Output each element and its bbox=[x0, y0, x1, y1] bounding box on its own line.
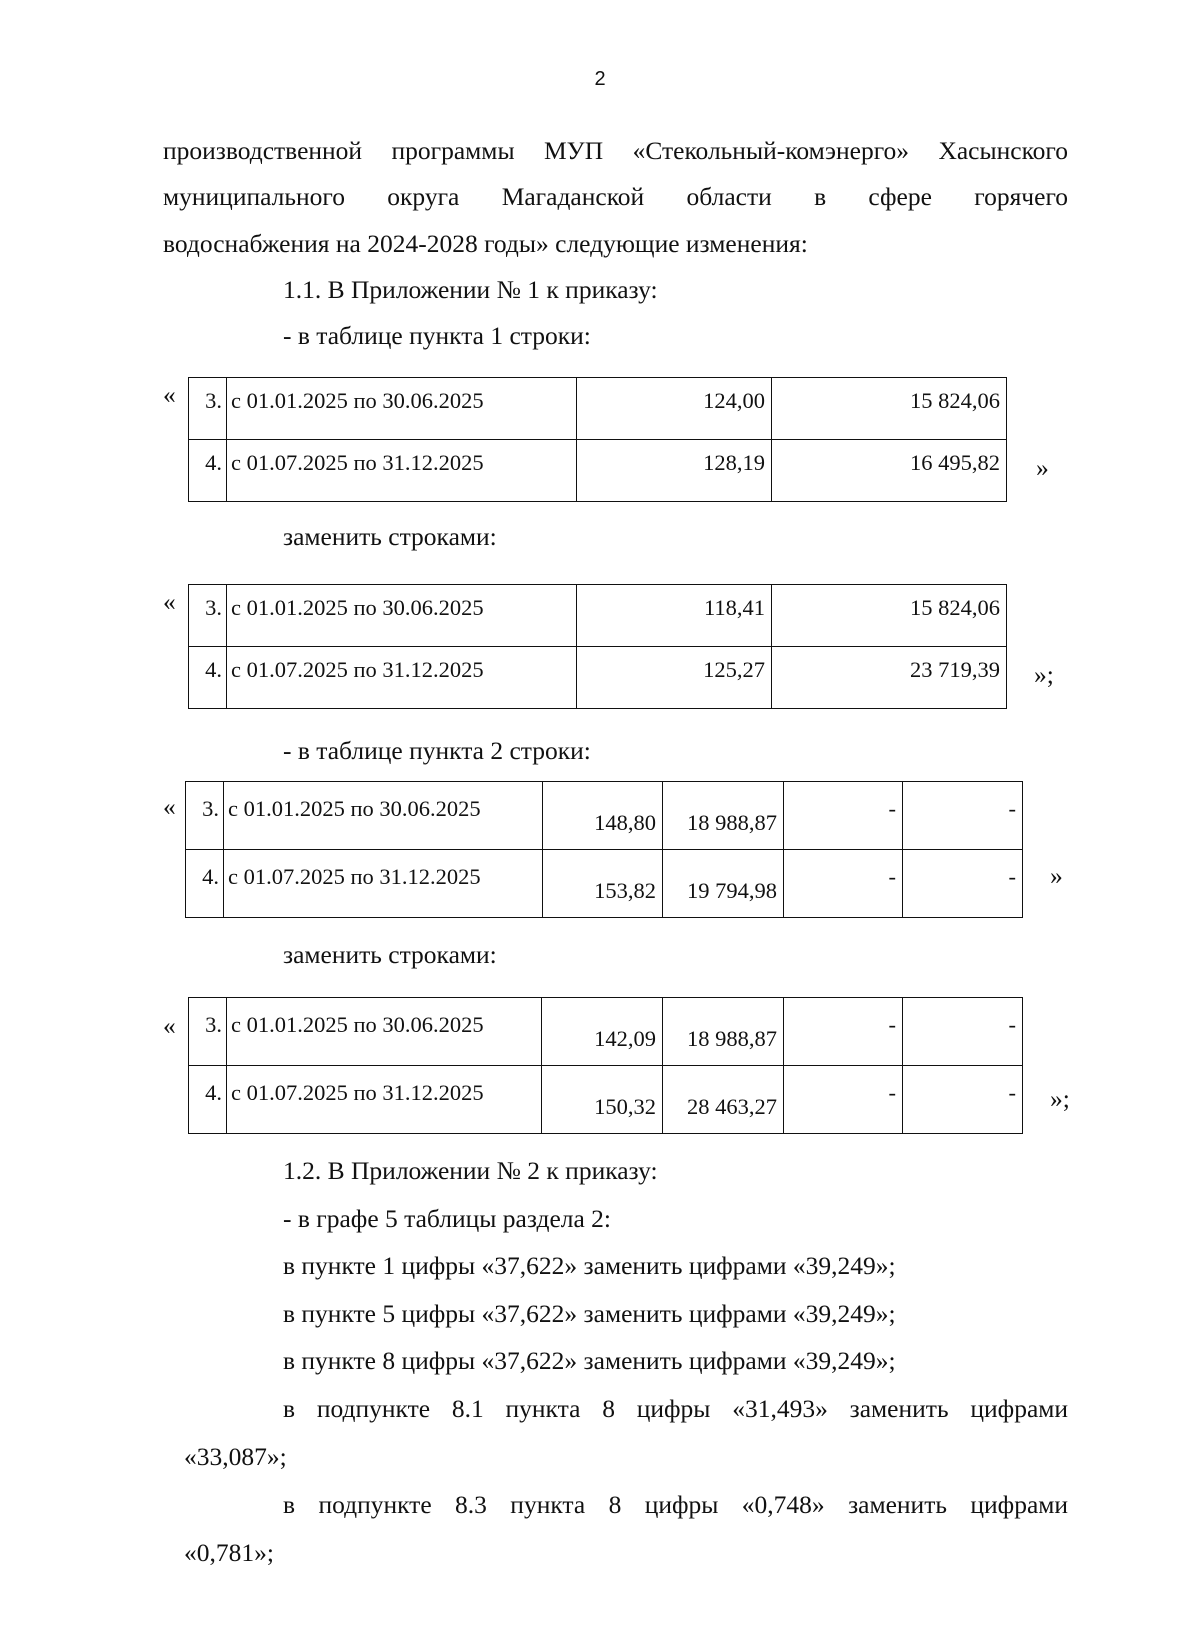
close-quote: » bbox=[1050, 861, 1063, 890]
value-cell: 16 495,82 bbox=[772, 440, 1007, 502]
table1-intro: - в таблице пункта 1 строки: bbox=[283, 321, 591, 350]
period-cell: с 01.01.2025 по 30.06.2025 bbox=[224, 782, 543, 850]
word: цифры bbox=[636, 1394, 711, 1423]
value-cell: 18 988,87 bbox=[663, 998, 784, 1066]
open-quote: « bbox=[163, 587, 176, 616]
value-cell: 18 988,87 bbox=[663, 782, 784, 850]
word: 8.3 bbox=[455, 1490, 487, 1519]
word: в bbox=[283, 1490, 296, 1519]
item-subpunkt-8-3-cont: «0,781»; bbox=[184, 1538, 274, 1567]
word: цифрами bbox=[970, 1394, 1069, 1423]
value-cell: 19 794,98 bbox=[663, 850, 784, 918]
section-1-2-intro: - в графе 5 таблицы раздела 2: bbox=[283, 1204, 612, 1233]
value-cell: - bbox=[784, 1066, 903, 1134]
section-1-1-heading: 1.1. В Приложении № 1 к приказу: bbox=[283, 275, 658, 304]
word: горячего bbox=[974, 182, 1069, 211]
table-row bbox=[189, 440, 1007, 502]
word: подпункте bbox=[318, 1490, 432, 1519]
value-cell: - bbox=[784, 782, 903, 850]
value-cell: 142,09 bbox=[542, 998, 663, 1066]
open-quote: « bbox=[163, 792, 176, 821]
value-cell: 23 719,39 bbox=[772, 647, 1007, 709]
close-quote-semicolon: »; bbox=[1034, 660, 1054, 689]
table2-old bbox=[185, 781, 1023, 918]
word: «31,493» bbox=[732, 1394, 828, 1423]
item-subpunkt-8-3 bbox=[283, 1489, 1068, 1521]
intro-line-3: водоснабжения на 2024-2028 годы» следующие изменения: bbox=[163, 229, 808, 258]
row-number: 3. bbox=[189, 585, 227, 647]
word: 8 bbox=[608, 1490, 622, 1519]
item-punkt-5: в пункте 5 цифры «37,622» заменить цифрами «39,249»; bbox=[283, 1299, 896, 1328]
word: заменить bbox=[848, 1490, 947, 1519]
table-row bbox=[186, 782, 1023, 850]
value-cell: 150,32 bbox=[542, 1066, 663, 1134]
period-cell: с 01.01.2025 по 30.06.2025 bbox=[227, 585, 577, 647]
word: муниципального bbox=[163, 182, 345, 211]
word: области bbox=[686, 182, 772, 211]
row-number: 3. bbox=[186, 782, 224, 850]
page-number: 2 bbox=[594, 68, 606, 90]
word: 8.1 bbox=[451, 1394, 484, 1423]
value-cell: - bbox=[784, 998, 903, 1066]
word: сфере bbox=[868, 182, 932, 211]
value-cell: 118,41 bbox=[577, 585, 772, 647]
item-punkt-1: в пункте 1 цифры «37,622» заменить цифрами «39,249»; bbox=[283, 1251, 896, 1280]
period-cell: с 01.01.2025 по 30.06.2025 bbox=[227, 378, 577, 440]
word: Магаданской bbox=[501, 182, 645, 211]
close-quote: » bbox=[1036, 453, 1049, 482]
word: округа bbox=[387, 182, 460, 211]
value-cell: 15 824,06 bbox=[772, 378, 1007, 440]
value-cell: 153,82 bbox=[543, 850, 663, 918]
value-cell: - bbox=[784, 850, 903, 918]
word: в bbox=[814, 182, 827, 211]
item-subpunkt-8-1 bbox=[283, 1393, 1068, 1425]
section-1-2-heading: 1.2. В Приложении № 2 к приказу: bbox=[283, 1156, 658, 1185]
row-number: 4. bbox=[189, 440, 227, 502]
table2-new bbox=[188, 997, 1023, 1134]
period-cell: с 01.07.2025 по 31.12.2025 bbox=[227, 440, 577, 502]
table-row bbox=[189, 998, 1023, 1066]
word: «Стекольный-комэнерго» bbox=[632, 136, 910, 165]
item-subpunkt-8-1-cont: «33,087»; bbox=[184, 1442, 287, 1471]
open-quote: « bbox=[163, 380, 176, 409]
value-cell: - bbox=[903, 1066, 1023, 1134]
row-number: 4. bbox=[186, 850, 224, 918]
row-number: 4. bbox=[189, 1066, 227, 1134]
value-cell: - bbox=[903, 850, 1023, 918]
row-number: 4. bbox=[189, 647, 227, 709]
value-cell: 28 463,27 bbox=[663, 1066, 784, 1134]
word: программы bbox=[391, 136, 515, 165]
value-cell: 128,19 bbox=[577, 440, 772, 502]
word: «0,748» bbox=[741, 1490, 825, 1519]
table-row bbox=[189, 1066, 1023, 1134]
period-cell: с 01.07.2025 по 31.12.2025 bbox=[227, 647, 577, 709]
word: заменить bbox=[849, 1394, 949, 1423]
table2-intro: - в таблице пункта 2 строки: bbox=[283, 736, 591, 765]
replace-label: заменить строками: bbox=[283, 940, 497, 969]
word: пункта bbox=[510, 1490, 586, 1519]
table-row bbox=[189, 585, 1007, 647]
open-quote: « bbox=[163, 1011, 176, 1040]
word: пункта bbox=[505, 1394, 581, 1423]
value-cell: 15 824,06 bbox=[772, 585, 1007, 647]
row-number: 3. bbox=[189, 378, 227, 440]
row-number: 3. bbox=[189, 998, 227, 1066]
word: Хасынского bbox=[938, 136, 1069, 165]
intro-line-1 bbox=[163, 135, 1068, 167]
intro-line-2 bbox=[163, 181, 1068, 213]
word: 8 bbox=[602, 1394, 615, 1423]
value-cell: 125,27 bbox=[577, 647, 772, 709]
value-cell: 124,00 bbox=[577, 378, 772, 440]
period-cell: с 01.07.2025 по 31.12.2025 bbox=[227, 1066, 542, 1134]
replace-label: заменить строками: bbox=[283, 522, 497, 551]
item-punkt-8: в пункте 8 цифры «37,622» заменить цифрами «39,249»; bbox=[283, 1346, 896, 1375]
word: цифры bbox=[644, 1490, 719, 1519]
table1-old bbox=[188, 377, 1007, 502]
table-row bbox=[189, 647, 1007, 709]
word: МУП bbox=[544, 136, 604, 165]
table-row bbox=[186, 850, 1023, 918]
close-quote-semicolon: »; bbox=[1050, 1084, 1070, 1113]
table-row bbox=[189, 378, 1007, 440]
word: в bbox=[283, 1394, 296, 1423]
word: производственной bbox=[163, 136, 363, 165]
period-cell: с 01.01.2025 по 30.06.2025 bbox=[227, 998, 542, 1066]
period-cell: с 01.07.2025 по 31.12.2025 bbox=[224, 850, 543, 918]
word: цифрами bbox=[970, 1490, 1069, 1519]
word: подпункте bbox=[316, 1394, 431, 1423]
value-cell: - bbox=[903, 782, 1023, 850]
value-cell: - bbox=[903, 998, 1023, 1066]
value-cell: 148,80 bbox=[543, 782, 663, 850]
table1-new bbox=[188, 584, 1007, 709]
